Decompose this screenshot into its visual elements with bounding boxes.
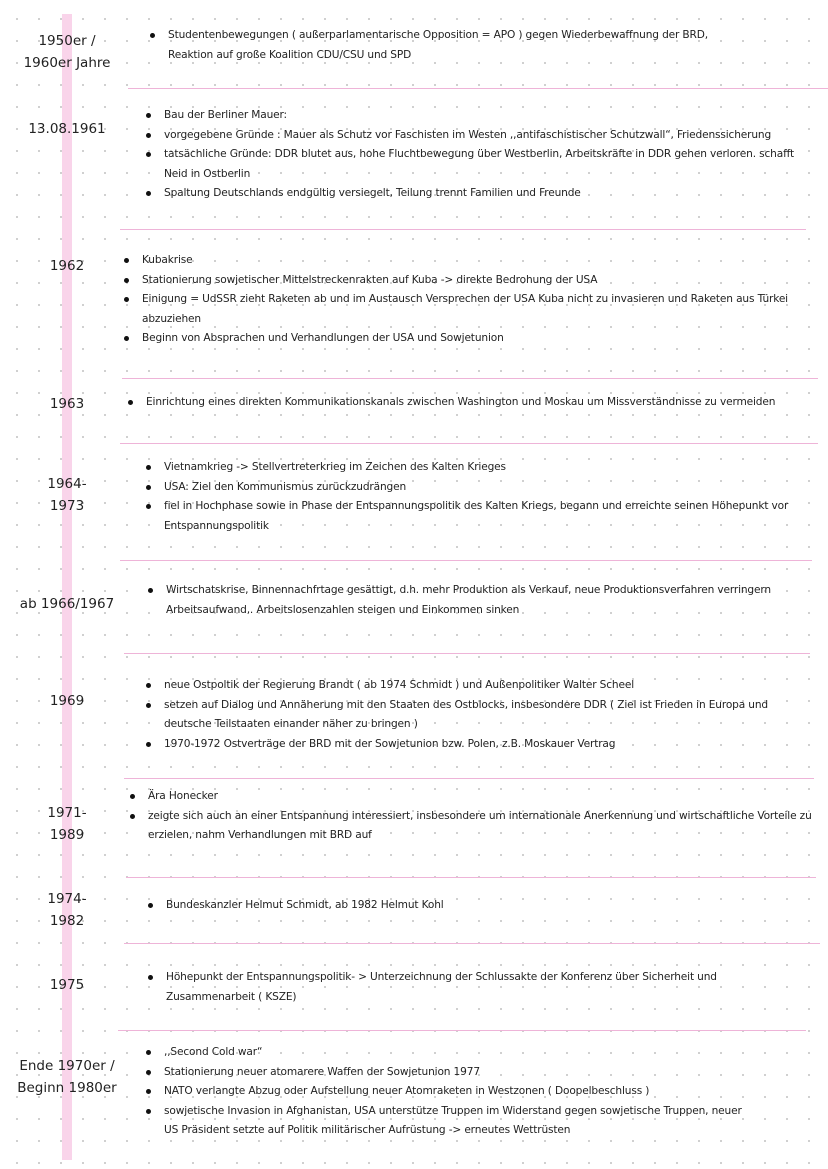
- list-item: Spaltung Deutschlands endgültig versiegelt, Teilung trennt Familien und Freunde: [142, 184, 816, 204]
- list-item: sowjetische Invasion in Afghanistan, USA unterstütze Truppen im Widerstand gegen sowjetische Truppen, neuer US Präsident setzte auf Politik militärischer Aufrüstung -> erneutes Wettrüsten: [142, 1102, 752, 1141]
- entry-content: [126, 787, 826, 846]
- entry-content: [142, 458, 802, 536]
- entry-content: [142, 1043, 752, 1141]
- entry-content: [142, 106, 816, 204]
- entry-divider: [118, 1030, 806, 1031]
- entry-divider: [126, 877, 816, 878]
- entry-content: [120, 251, 810, 349]
- entry-divider: [128, 88, 828, 89]
- list-item: Bundeskanzler Helmut Schmidt, ab 1982 Helmut Kohl: [144, 896, 804, 916]
- list-item: Wirtschatskrise, Binnennachfrtage gesättigt, d.h. mehr Produktion als Verkauf, neue Produktionsverfahren verringern Arbeitsaufwand,. Arbeitslosenzahlen steigen und Einkommen sinken: [144, 581, 800, 620]
- list-item: Einigung = UdSSR zieht Raketen ab und im Austausch Versprechen der USA Kuba nicht zu invasieren und Raketen aus Türkei abzuziehen: [120, 290, 810, 329]
- list-item: Studentenbewegungen ( außerparlamentarische Opposition = APO ) gegen Wiederbewaffnung der BRD, Reaktion auf große Koalition CDU/CSU und SPD: [146, 26, 746, 65]
- list-item: Vietnamkrieg -> Stellvertreterkrieg im Zeichen des Kalten Krieges: [142, 458, 802, 478]
- entry-divider: [124, 943, 820, 944]
- list-item: neue Ostpoltik der Regierung Brandt ( ab 1974 Schmidt ) und Außenpolitiker Walter Scheel: [142, 676, 802, 696]
- entry-date: 1971- 1989: [47, 805, 87, 843]
- entry-divider: [122, 378, 818, 379]
- entry-date: 1964- 1973: [47, 476, 87, 514]
- entry-content: [144, 968, 784, 1007]
- entry-date: ab 1966/1967: [19, 596, 115, 612]
- list-item: Bau der Berliner Mauer:: [142, 106, 816, 126]
- entry-date: 1962: [49, 258, 85, 274]
- entry-content: [144, 896, 804, 916]
- list-item: setzen auf Dialog und Annäherung mit den Staaten des Ostblocks, insbesondere DDR ( Ziel ist Frieden in Europa und deutsche Teilstaaten einander näher zu bringen ): [142, 696, 802, 735]
- entry-date: 1974- 1982: [47, 891, 87, 929]
- list-item: zeigte sich auch an einer Entspannung interessiert, insbesondere um internationale Anerkennung und wirtschaftliche Vorteile zu erzielen, nahm Verhandlungen mit BRD auf: [126, 807, 826, 846]
- list-item: NATO verlangte Abzug oder Aufstellung neuer Atomraketen in Westzonen ( Doopelbeschluss ): [142, 1082, 752, 1102]
- list-item: Stationierung sowjetischer Mittelstreckenrakten auf Kuba -> direkte Bedrohung der USA: [120, 271, 810, 291]
- list-item: ,,Second Cold war“: [142, 1043, 752, 1063]
- entry-divider: [120, 443, 818, 444]
- entry-content: [142, 676, 802, 754]
- entry-date: 1975: [49, 977, 85, 993]
- list-item: 1970-1972 Ostverträge der BRD mit der Sowjetunion bzw. Polen, z.B. Moskauer Vertrag: [142, 735, 802, 755]
- entry-content: [146, 26, 746, 65]
- entry-date: 1969: [49, 693, 85, 709]
- list-item: Stationierung neuer atomarere Waffen der Sowjetunion 1977: [142, 1063, 752, 1083]
- entry-divider: [124, 778, 814, 779]
- list-item: Höhepunkt der Entspannungspolitik- > Unterzeichnung der Schlussakte der Konferenz über Sicherheit und Zusammenarbeit ( KSZE): [144, 968, 784, 1007]
- entry-date: 1963: [49, 396, 85, 412]
- list-item: vorgegebene Gründe : Mauer als Schutz vor Faschisten im Westen ,,antifaschistischer Schutzwall“, Friedenssicherung: [142, 126, 816, 146]
- list-item: tatsächliche Gründe: DDR blutet aus, hohe Fluchtbewegung über Westberlin, Arbeitskräfte in DDR gehen verloren. schafft Neid in Ostberlin: [142, 145, 816, 184]
- list-item: Ära Honecker: [126, 787, 826, 807]
- list-item: fiel in Hochphase sowie in Phase der Entspannungspolitik des Kalten Kriegs, begann und erreichte seinen Höhepunkt vor Entspannungspolitik: [142, 497, 802, 536]
- entry-date: Ende 1970er / Beginn 1980er: [17, 1058, 117, 1096]
- entry-content: [144, 581, 800, 620]
- list-item: Beginn von Absprachen und Verhandlungen der USA und Sowjetunion: [120, 329, 810, 349]
- entry-divider: [124, 653, 810, 654]
- entry-date: 13.08.1961: [28, 121, 106, 137]
- entry-divider: [120, 229, 806, 230]
- entry-date: 1950er / 1960er Jahre: [23, 33, 111, 71]
- list-item: Einrichtung eines direkten Kommunikationskanals zwischen Washington und Moskau um Missverständnisse zu vermeiden: [124, 393, 820, 413]
- list-item: USA: Ziel den Kommunismus zurückzudrängen: [142, 478, 802, 498]
- entry-divider: [120, 560, 812, 561]
- entry-content: [124, 393, 820, 413]
- list-item: Kubakrise: [120, 251, 810, 271]
